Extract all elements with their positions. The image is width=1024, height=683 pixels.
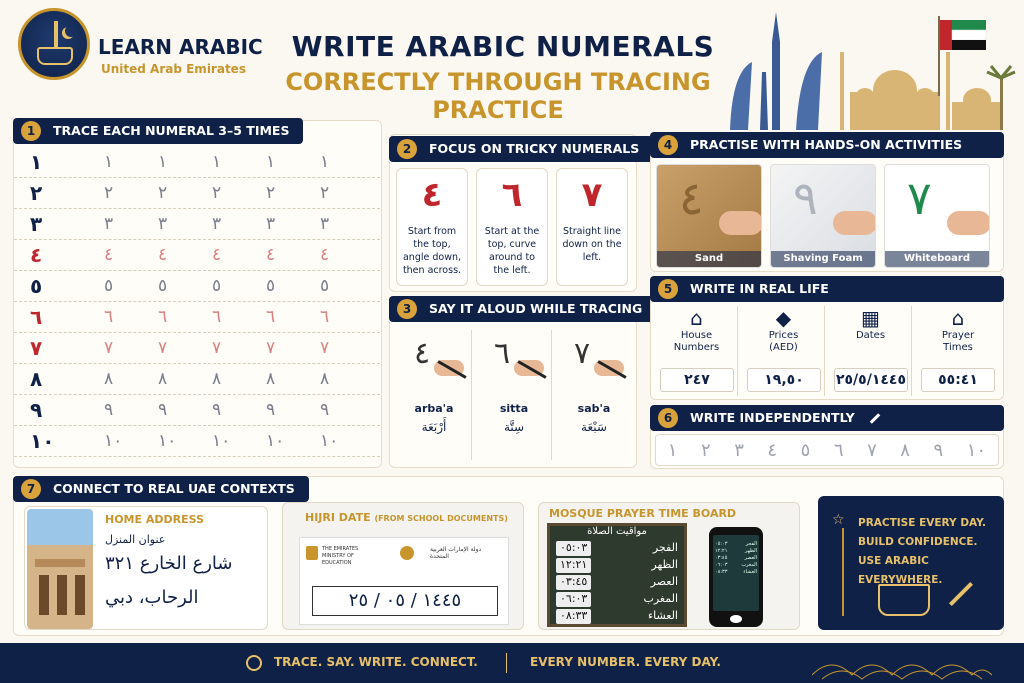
dotted-numeral: ٦ [494, 336, 511, 371]
uae-flag-icon [938, 16, 986, 96]
phone-prayer-row [715, 555, 757, 562]
tracing-numeral[interactable]: ٤ [320, 245, 330, 265]
independent-numeral[interactable]: ٢ [700, 439, 711, 461]
tracing-numeral[interactable]: ٦ [212, 307, 222, 327]
tracing-numeral[interactable]: ٩ [158, 400, 168, 420]
footer-left-text: TRACE. SAY. WRITE. CONNECT. [274, 655, 478, 669]
hijri-date-title [305, 511, 508, 524]
phone-prayer-time: ٠٥:٠٣ [715, 541, 728, 547]
tracing-numeral[interactable]: ٧ [212, 338, 222, 358]
tracing-numeral[interactable]: ٦ [104, 307, 114, 327]
open-book-icon [878, 584, 930, 616]
prayer-name: المغرب [643, 592, 678, 605]
phone-prayer-row [715, 541, 757, 548]
tracing-numeral[interactable]: ٨ [158, 369, 168, 389]
say-aloud-item [556, 330, 632, 460]
model-numeral: ٨ [30, 367, 43, 391]
phone-prayer-name: الفجر [745, 541, 757, 547]
tracing-numeral[interactable]: ٢ [320, 183, 330, 203]
independent-numeral[interactable]: ٦ [833, 439, 844, 461]
tracing-numeral[interactable]: ١٠ [320, 431, 339, 451]
phone-prayer-row [715, 569, 757, 576]
hijri-title-main: HIJRI DATE [305, 511, 371, 524]
activity-photo [656, 164, 762, 268]
trace-row [14, 427, 380, 457]
tracing-numeral[interactable]: ٣ [320, 214, 330, 234]
tracing-numeral[interactable]: ٧ [320, 338, 330, 358]
phone-prayer-row [715, 548, 757, 555]
footer-bar [0, 643, 1024, 683]
home-address-line2: الرحاب، دبي [105, 587, 199, 608]
brand-title: LEARN ARABIC [98, 35, 263, 59]
brand-logo [18, 8, 90, 80]
model-numeral: ١٠ [30, 429, 55, 453]
tracing-numeral[interactable]: ١٠ [212, 431, 231, 451]
tracing-numeral[interactable]: ٧ [104, 338, 114, 358]
emblem-icon [400, 546, 414, 560]
star-icon: ☆ [832, 512, 845, 528]
prayer-name: الفجر [652, 541, 678, 554]
prayer-time: ٠٨:٣٣ [556, 609, 591, 624]
section-title: WRITE INDEPENDENTLY [690, 410, 855, 425]
doc-left-text: THE EMIRATES MINISTRY OF EDUCATION [322, 546, 359, 566]
tracing-numeral[interactable]: ١ [320, 152, 330, 172]
divider [506, 653, 507, 673]
home-address-ar-label: عنوان المنزل [105, 533, 166, 546]
brand-subtitle: United Arab Emirates [101, 62, 246, 76]
independent-numeral[interactable]: ٧ [867, 439, 877, 461]
trace-row [14, 303, 380, 333]
tracing-numeral[interactable]: ٢ [266, 183, 276, 203]
model-numeral: ٤ [30, 243, 43, 267]
emblem-icon [306, 546, 318, 560]
tracing-numeral[interactable]: ٣ [104, 214, 114, 234]
real-life-value: ٢٥/٥/١٤٤٥ [834, 368, 908, 392]
prayer-row [550, 557, 684, 574]
crescent-icon [65, 25, 77, 37]
dotted-numeral: ٤ [414, 336, 431, 371]
numeral-arabic-word: أَرْبَعَة [421, 420, 447, 434]
activity-caption: Sand [694, 253, 724, 264]
tracing-numeral[interactable]: ٥ [266, 276, 276, 296]
independent-numeral[interactable]: ٣ [734, 439, 744, 461]
independent-numeral[interactable]: ٩ [933, 439, 944, 461]
minaret-icon [54, 21, 58, 49]
motto-line: PRACTISE EVERY DAY. [858, 517, 987, 529]
tracing-numeral[interactable]: ١ [104, 152, 114, 172]
real-life-value: ٢٤٧ [660, 368, 734, 392]
tracing-numeral[interactable]: ٩ [320, 400, 330, 420]
model-numeral: ٢ [30, 181, 43, 205]
phone-prayer-row [715, 562, 757, 569]
say-aloud-item [476, 330, 552, 460]
prayer-board-heading: مواقيت الصلاة [587, 526, 647, 537]
check-icon [246, 655, 262, 671]
prayer-row [550, 608, 684, 625]
prayer-name: العشاء [647, 609, 678, 622]
tracing-numeral[interactable]: ٥ [158, 276, 168, 296]
tracing-numeral[interactable]: ١٠ [266, 431, 285, 451]
model-numeral: ٥ [30, 274, 43, 298]
tracing-numeral[interactable]: ٣ [158, 214, 168, 234]
section-number: 7 [21, 479, 41, 499]
prayer-row [550, 591, 684, 608]
trace-row [14, 210, 380, 240]
mosque-icon: ⌂ [951, 306, 965, 330]
prayer-row [550, 540, 684, 557]
tricky-numeral: ٦ [501, 175, 523, 215]
school-document [299, 537, 509, 625]
phone-prayer-time: ٠٣:٤٥ [715, 555, 728, 561]
section-number: 2 [397, 139, 417, 159]
say-aloud-item [396, 330, 472, 460]
tracing-numeral[interactable]: ٦ [320, 307, 330, 327]
burj-khalifa-shape [772, 12, 780, 130]
section-number: 5 [658, 279, 678, 299]
prayer-name: العصر [650, 575, 678, 588]
numeral-arabic-word: سِتَّة [503, 420, 525, 434]
model-numeral: ٩ [30, 398, 43, 422]
model-numeral: ٧ [30, 336, 43, 360]
real-life-label: Prayer Times [941, 330, 975, 353]
real-life-label: Dates [855, 330, 886, 341]
tricky-numeral-card [556, 168, 628, 286]
prayer-time: ١٢:٢١ [556, 558, 591, 573]
tracing-numeral[interactable]: ٥ [212, 276, 222, 296]
section-title: SAY IT ALOUD WHILE TRACING [429, 301, 643, 316]
tracing-numeral[interactable]: ٦ [266, 307, 276, 327]
section-title: FOCUS ON TRICKY NUMERALS [429, 141, 640, 156]
tracing-numeral[interactable]: ٥ [104, 276, 114, 296]
section-number: 3 [397, 299, 417, 319]
phone-prayer-name: المغرب [741, 562, 757, 568]
uae-skyline-illustration [700, 2, 1024, 130]
prayer-time: ٠٥:٠٣ [556, 541, 591, 556]
section-number: 6 [658, 408, 678, 428]
real-life-value: ٥٥:٤١ [921, 368, 995, 392]
prayer-time: ٠٦:٠٣ [556, 592, 591, 607]
dotted-numeral: ٧ [574, 336, 591, 371]
numeral-transliteration: arba'a [414, 402, 454, 415]
independent-numeral[interactable]: ٨ [900, 439, 910, 461]
tricky-numeral: ٧ [581, 175, 603, 215]
real-life-label: Prices (AED) [768, 330, 799, 353]
section-title: WRITE IN REAL LIFE [690, 281, 829, 296]
prayer-board [547, 523, 687, 627]
section-4-header [650, 132, 1004, 158]
numeral-transliteration: sitta [499, 402, 529, 415]
tracing-numeral[interactable]: ٨ [104, 369, 114, 389]
phone-prayer-time: ٠٦:٠٣ [715, 562, 728, 568]
tracing-numeral[interactable]: ١ [158, 152, 168, 172]
section-title: PRACTISE WITH HANDS-ON ACTIVITIES [690, 137, 963, 152]
section-number: 4 [658, 135, 678, 155]
tracing-numeral[interactable]: ٨ [212, 369, 222, 389]
tracing-numeral[interactable]: ٧ [158, 338, 168, 358]
tracing-numeral[interactable]: ٤ [212, 245, 222, 265]
phone-screen [713, 535, 759, 611]
independent-numeral[interactable]: ١٠ [966, 439, 987, 461]
tracing-numeral[interactable]: ٤ [104, 245, 114, 265]
house-icon: ⌂ [690, 306, 703, 330]
tracing-numeral[interactable]: ٨ [266, 369, 276, 389]
phone-prayer-time: ٠٨:٣٣ [715, 569, 728, 575]
tracing-numeral[interactable]: ١٠ [104, 431, 123, 451]
trace-row [14, 396, 380, 426]
phone-illustration [709, 527, 763, 627]
section-6-header [650, 405, 1004, 431]
numeral-arabic-word: سَبْعَة [581, 420, 607, 434]
activity-caption-bar [771, 251, 875, 267]
prayer-row [550, 574, 684, 591]
real-life-value: ١٩,٥٠ [747, 368, 821, 392]
tracing-numeral[interactable]: ٨ [320, 369, 330, 389]
calendar-icon: ▦ [861, 306, 880, 330]
real-life-item [917, 306, 999, 396]
section-5-header [650, 276, 1004, 302]
real-life-label: House Numbers [673, 330, 720, 353]
page-subtitle: CORRECTLY THROUGH TRACING PRACTICE [285, 68, 711, 124]
tracing-numeral[interactable]: ٢ [158, 183, 168, 203]
trace-row [14, 334, 380, 364]
section-1-header [13, 118, 303, 144]
motto-card [818, 496, 1004, 630]
trace-row [14, 241, 380, 271]
section-3-header [389, 296, 683, 322]
tracing-numeral[interactable]: ٩ [104, 400, 114, 420]
divider [842, 528, 844, 616]
phone-prayer-time: ١٢:٢١ [715, 548, 728, 554]
tracing-numeral[interactable]: ٣ [266, 214, 276, 234]
hand-icon [719, 211, 762, 235]
hijri-date-card [282, 502, 524, 630]
model-numeral: ٣ [30, 212, 43, 236]
hijri-date-value: ١٤٤٥ / ٠٥ / ٢٥ [312, 586, 498, 616]
independent-numeral[interactable]: ٥ [800, 439, 811, 461]
tricky-instruction: Start from the top, angle down, then across. [402, 226, 462, 276]
tracing-numeral[interactable]: ١ [266, 152, 276, 172]
independent-numeral[interactable]: ١ [667, 439, 678, 461]
hijri-title-small: (FROM SCHOOL DOCUMENTS) [374, 514, 508, 523]
real-life-item [830, 306, 912, 396]
trace-row [14, 272, 380, 302]
prayer-board-card [538, 502, 800, 630]
activity-caption-bar [885, 251, 989, 267]
tracing-numeral[interactable]: ٦ [158, 307, 168, 327]
tracing-numeral[interactable]: ٩ [212, 400, 222, 420]
section-number: 1 [21, 121, 41, 141]
camera-shutter-icon [730, 615, 742, 623]
home-address-card [24, 506, 268, 630]
independent-numeral[interactable]: ٤ [767, 439, 778, 461]
model-numeral: ١ [30, 150, 43, 174]
tracing-numeral[interactable]: ١ [212, 152, 222, 172]
independent-writing-strip [655, 434, 999, 466]
trace-row [14, 365, 380, 395]
activity-numeral: ٩ [793, 171, 818, 225]
tracing-numeral[interactable]: ٢ [212, 183, 222, 203]
home-address-line1: شارع الخارع ٣٢١ [105, 553, 233, 574]
activity-photo [770, 164, 876, 268]
footer-pattern-decoration [812, 645, 992, 681]
tracing-numeral[interactable]: ٣ [212, 214, 222, 234]
tricky-numeral-card [476, 168, 548, 286]
home-address-title: HOME ADDRESS [105, 513, 204, 526]
tracing-numeral[interactable]: ٢ [104, 183, 114, 203]
tracing-numeral[interactable]: ٤ [158, 245, 168, 265]
activity-caption: Shaving Foam [783, 253, 863, 264]
footer-right-text: EVERY NUMBER. EVERY DAY. [530, 655, 721, 669]
phone-prayer-name: الظهر [744, 548, 757, 554]
activity-caption: Whiteboard [903, 253, 970, 264]
model-numeral: ٦ [30, 305, 43, 329]
phone-prayer-name: العصر [744, 555, 757, 561]
open-book-icon [37, 47, 73, 65]
hand-icon [833, 211, 876, 235]
tracing-numeral[interactable]: ٧ [266, 338, 276, 358]
doc-right-text: دولة الإمارات العربية المتحدة [430, 546, 482, 560]
activity-numeral: ٤ [679, 171, 704, 225]
tricky-instruction: Straight line down on the left. [562, 226, 622, 263]
motto-line: USE ARABIC EVERYWHERE. [858, 555, 943, 586]
section-7-header [13, 476, 309, 502]
section-2-header [389, 136, 653, 162]
numeral-transliteration: sab'a [577, 402, 611, 415]
section-title: CONNECT TO REAL UAE CONTEXTS [53, 481, 295, 496]
pencil-icon [870, 413, 881, 424]
trace-row [14, 179, 380, 209]
tracing-numeral[interactable]: ٥ [320, 276, 330, 296]
tricky-instruction: Start at the top, curve around to the left. [484, 226, 540, 276]
tracing-numeral[interactable]: ٤ [266, 245, 276, 265]
prayer-time: ٠٣:٤٥ [556, 575, 591, 590]
section-title: TRACE EACH NUMERAL 3–5 TIMES [53, 123, 290, 138]
activity-caption-bar [657, 251, 761, 267]
phone-prayer-name: العشاء [743, 569, 757, 575]
tricky-numeral: ٤ [421, 175, 443, 215]
price-tag-icon: ◆ [775, 306, 792, 330]
tracing-numeral[interactable]: ١٠ [158, 431, 177, 451]
tricky-numeral-card [396, 168, 468, 286]
prayer-board-title: MOSQUE PRAYER TIME BOARD [549, 507, 737, 520]
real-life-item [656, 306, 738, 396]
villa-photo [27, 509, 93, 629]
activity-photo [884, 164, 990, 268]
activity-numeral: ٧ [907, 171, 932, 225]
real-life-item [743, 306, 825, 396]
trace-row [14, 148, 380, 178]
motto-line: BUILD CONFIDENCE. [858, 536, 978, 548]
hand-icon [947, 211, 990, 235]
tracing-numeral[interactable]: ٩ [266, 400, 276, 420]
prayer-name: الظهر [651, 558, 678, 571]
page-title: WRITE ARABIC NUMERALS [291, 30, 715, 63]
